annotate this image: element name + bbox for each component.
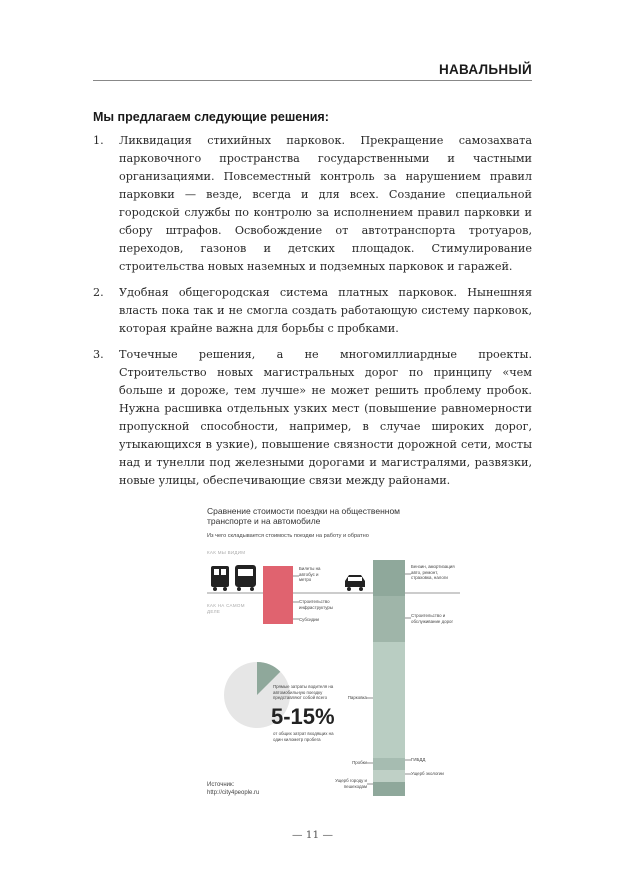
label-city-damage: Ущерб городу и пешеходам [335, 778, 367, 789]
train-icon [211, 566, 229, 591]
header-rule [93, 80, 532, 81]
label-roads: Строительство и обслуживание дорог [411, 613, 454, 624]
label-as-seen: КАК МЫ ВИДИМ [207, 550, 246, 555]
source-url: http://city4people.ru [207, 790, 260, 796]
list-item-number: 3. [93, 348, 104, 361]
label-fuel: Бензин, амортизация авто, ремонт, страховка, налоги [411, 564, 455, 580]
header-brand: НАВАЛЬНЫЙ [438, 62, 532, 77]
label-tickets: Билеты на автобус и метро [299, 566, 321, 582]
list-item-number: 1. [93, 134, 104, 147]
label-traffic-jams: Пробки [352, 760, 367, 765]
pie-note: от общих затрат входящих на один километр пробега [273, 731, 334, 742]
list-item [93, 132, 532, 276]
car-bar-roads [373, 596, 405, 642]
list-item [93, 346, 532, 490]
label-actual: КАК НА САМОМ ДЕЛЕ [207, 603, 245, 614]
list-item-number: 2. [93, 286, 104, 299]
solutions-list [93, 132, 532, 498]
pie-percent: 5-15% [271, 704, 335, 729]
figure-subtitle: Из чего складывается стоимость поездки на работу и обратно [207, 533, 369, 539]
car-bar-parking [373, 642, 405, 758]
car-bar-city-damage [373, 782, 405, 796]
list-item-text: Ликвидация стихийных парковок. Прекращение самозахвата парковочного пространства государственными и частными организациями. Повсеместный контроль за нарушением правил парковки — везде, всегда и для всех. Создание специальной городской службы по контролю за исполнением правил парковки и сбору штрафов. Освобождение от автотранспорта тротуаров, переходов, газонов и детских площадок. Стимулирование строительства новых наземных и подземных парковок и гаражей. [119, 134, 532, 273]
car-bar-traffic [373, 758, 405, 770]
figure-title: Сравнение стоимости поездки на общественном транспорте и на автомобиле [207, 506, 401, 526]
page-number: — 11 — [291, 829, 334, 841]
car-bar-direct [373, 560, 405, 596]
car-bar-ecology [373, 770, 405, 782]
section-title: Мы предлагаем следующие решения: [93, 110, 329, 124]
source-label: Источник: [207, 782, 235, 788]
list-item-text: Точечные решения, а не многомиллиардные проекты. Строительство новых магистральных дорог по принципу «чем больше и дороже, тем лучше» не может решить проблему пробок. Нужна расшивка отдельных узких мест (повышение равномерности пропускной способности, например, в случае широких дорог, утыкающихся в узкие), повышение связности дорожной сети, мосты над и тунелли под железными дорогами и магистралями, развязки, новые улицы, обеспечивающие связи между районами. [119, 348, 532, 487]
bus-icon [235, 565, 256, 591]
pie-text: Прямые затраты водителя на автомобильную поездку представляют собой всего [273, 684, 334, 700]
label-infrastructure: Строительство инфраструктуры [299, 599, 333, 610]
car-icon [345, 575, 365, 591]
source [207, 781, 259, 797]
label-parking: Парковка [347, 695, 367, 700]
list-item [93, 284, 532, 338]
label-ecology: Ущерб экологии [411, 771, 444, 776]
cost-comparison-figure [195, 498, 460, 804]
transit-bar [263, 566, 293, 624]
list-item-text: Удобная общегородская система платных парковок. Нынешняя власть пока так и не смогла создать работающую систему парковок, которая крайне важна для борьбы с пробками. [119, 286, 532, 335]
label-subsidies: Субсидии [299, 617, 319, 622]
label-traffic-police: ГИБДД [411, 757, 426, 762]
